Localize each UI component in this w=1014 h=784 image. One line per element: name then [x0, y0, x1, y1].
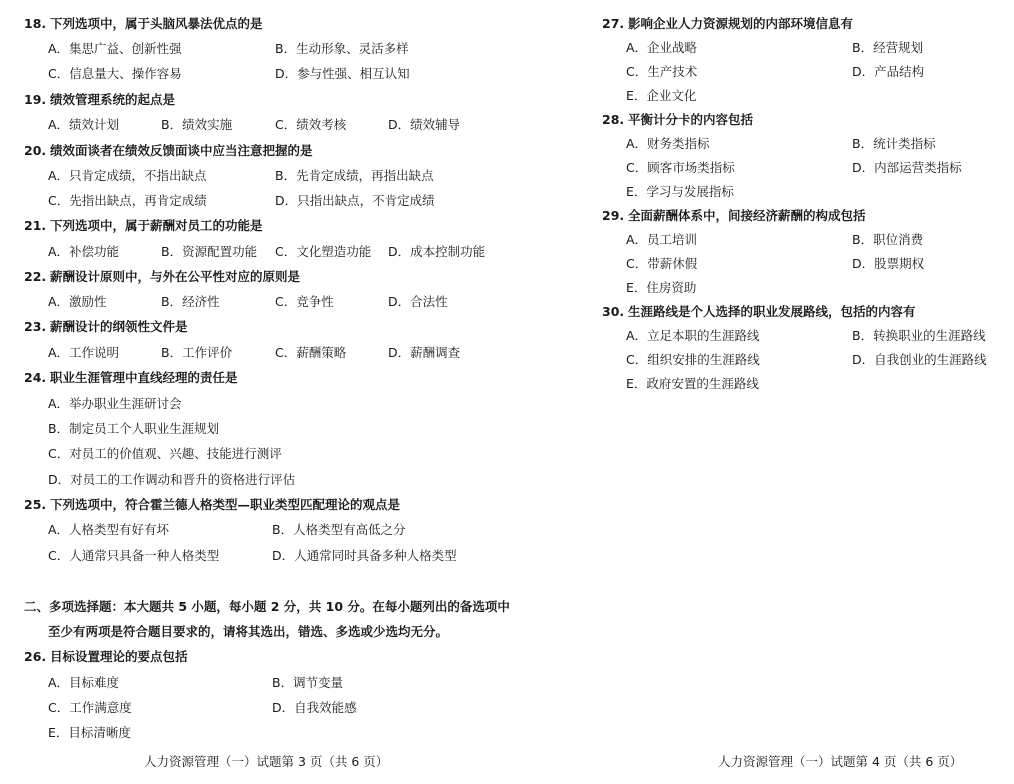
question-26: 26. 目标设置理论的要点包括	[24, 649, 188, 664]
question-18: 18. 下列选项中，属于头脑风暴法优点的是	[24, 16, 263, 31]
question-27: 27. 影响企业人力资源规划的内部环境信息有	[602, 16, 854, 31]
option-c: C．先指出缺点，再肯定成绩	[48, 193, 207, 208]
option-e: E．目标清晰度	[48, 725, 131, 740]
option-a: A．激励性	[48, 294, 107, 309]
section-heading-multiple-choice: 二、多项选择题：本大题共 5 小题，每小题 2 分，共 10 分。在每小题列出的备选项中	[24, 599, 510, 614]
question-text: 下列选项中，属于头脑风暴法优点的是	[50, 16, 263, 31]
option-d: D．对员工的工作调动和晋升的资格进行评估	[48, 472, 296, 487]
option-c: C．工作满意度	[48, 700, 132, 715]
option-e: E．政府安置的生涯路线	[626, 376, 759, 391]
question-19: 19. 绩效管理系统的起点是	[24, 92, 176, 107]
page-footer-left: 人力资源管理（一）试题第 3 页（共 6 页）	[144, 754, 389, 769]
option-a: A．财务类指标	[626, 136, 710, 151]
option-d: D．人通常同时具备多种人格类型	[272, 548, 457, 563]
question-text: 影响企业人力资源规划的内部环境信息有	[628, 16, 854, 31]
option-a: A．只肯定成绩，不指出缺点	[48, 168, 207, 183]
question-21: 21. 下列选项中，属于薪酬对员工的功能是	[24, 218, 263, 233]
question-text: 绩效管理系统的起点是	[50, 92, 176, 107]
option-b: B．转换职业的生涯路线	[852, 328, 986, 343]
question-text: 平衡计分卡的内容包括	[628, 112, 754, 127]
option-c: C．对员工的价值观、兴趣、技能进行测评	[48, 446, 282, 461]
question-23: 23. 薪酬设计的纲领性文件是	[24, 319, 188, 334]
question-29: 29. 全面薪酬体系中，间接经济薪酬的构成包括	[602, 208, 866, 223]
option-d: D．自我创业的生涯路线	[852, 352, 987, 367]
option-a: A．举办职业生涯研讨会	[48, 396, 182, 411]
option-c: C．文化塑造功能	[275, 244, 372, 259]
option-d: D．合法性	[388, 294, 448, 309]
option-c: C．薪酬策略	[275, 345, 347, 360]
page-footer-right: 人力资源管理（一）试题第 4 页（共 6 页）	[718, 754, 963, 769]
question-22: 22. 薪酬设计原则中，与外在公平性对应的原则是	[24, 269, 301, 284]
question-text: 绩效面谈者在绩效反馈面谈中应当注意把握的是	[50, 143, 313, 158]
option-b: B．工作评价	[161, 345, 233, 360]
option-d: D．产品结构	[852, 64, 925, 79]
option-d: D．成本控制功能	[388, 244, 486, 259]
option-c: C．人通常只具备一种人格类型	[48, 548, 220, 563]
option-c: C．顾客市场类指标	[626, 160, 735, 175]
question-text: 薪酬设计的纲领性文件是	[50, 319, 188, 334]
option-e: E．住房资助	[626, 280, 697, 295]
option-a: A．工作说明	[48, 345, 120, 360]
option-b: B．制定员工个人职业生涯规划	[48, 421, 220, 436]
option-a: A．集思广益、创新性强	[48, 41, 182, 56]
question-28: 28. 平衡计分卡的内容包括	[602, 112, 754, 127]
question-24: 24. 职业生涯管理中直线经理的责任是	[24, 370, 238, 385]
option-c: C．带薪休假	[626, 256, 698, 271]
option-a: A．人格类型有好有坏	[48, 522, 170, 537]
option-c: C．竞争性	[275, 294, 334, 309]
option-a: A．立足本职的生涯路线	[626, 328, 760, 343]
option-b: B．绩效实施	[161, 117, 233, 132]
option-c: C．组织安排的生涯路线	[626, 352, 760, 367]
question-20: 20. 绩效面谈者在绩效反馈面谈中应当注意把握的是	[24, 143, 313, 158]
option-b: B．统计类指标	[852, 136, 936, 151]
option-d: D．参与性强、相互认知	[275, 66, 410, 81]
question-30: 30. 生涯路线是个人选择的职业发展路线，包括的内容有	[602, 304, 916, 319]
question-text: 薪酬设计原则中，与外在公平性对应的原则是	[50, 269, 301, 284]
option-a: A．目标难度	[48, 675, 120, 690]
option-d: D．自我效能感	[272, 700, 357, 715]
option-a: A．员工培训	[626, 232, 698, 247]
option-d: D．薪酬调查	[388, 345, 461, 360]
question-text: 生涯路线是个人选择的职业发展路线，包括的内容有	[628, 304, 916, 319]
option-b: B．经营规划	[852, 40, 924, 55]
option-b: B．职位消费	[852, 232, 924, 247]
option-e: E．学习与发展指标	[626, 184, 734, 199]
option-d: D．只指出缺点，不肯定成绩	[275, 193, 435, 208]
option-c: C．绩效考核	[275, 117, 347, 132]
option-a: A．补偿功能	[48, 244, 120, 259]
option-b: B．人格类型有高低之分	[272, 522, 406, 537]
option-c: C．信息量大、操作容易	[48, 66, 182, 81]
option-c: C．生产技术	[626, 64, 698, 79]
option-b: B．先肯定成绩，再指出缺点	[275, 168, 434, 183]
question-text: 目标设置理论的要点包括	[50, 649, 188, 664]
option-a: A．绩效计划	[48, 117, 120, 132]
option-d: D．股票期权	[852, 256, 925, 271]
option-b: B．生动形象、灵活多样	[275, 41, 409, 56]
question-text: 职业生涯管理中直线经理的责任是	[50, 370, 238, 385]
option-d: D．绩效辅导	[388, 117, 461, 132]
option-a: A．企业战略	[626, 40, 698, 55]
option-d: D．内部运营类指标	[852, 160, 962, 175]
section-instructions: 至少有两项是符合题目要求的，请将其选出，错选、多选或少选均无分。	[48, 624, 449, 639]
question-text: 下列选项中，符合霍兰德人格类型—职业类型匹配理论的观点是	[50, 497, 401, 512]
option-b: B．经济性	[161, 294, 220, 309]
option-e: E．企业文化	[626, 88, 697, 103]
question-25: 25. 下列选项中，符合霍兰德人格类型—职业类型匹配理论的观点是	[24, 497, 401, 512]
option-b: B．资源配置功能	[161, 244, 258, 259]
question-text: 下列选项中，属于薪酬对员工的功能是	[50, 218, 263, 233]
option-b: B．调节变量	[272, 675, 344, 690]
question-text: 全面薪酬体系中，间接经济薪酬的构成包括	[628, 208, 866, 223]
